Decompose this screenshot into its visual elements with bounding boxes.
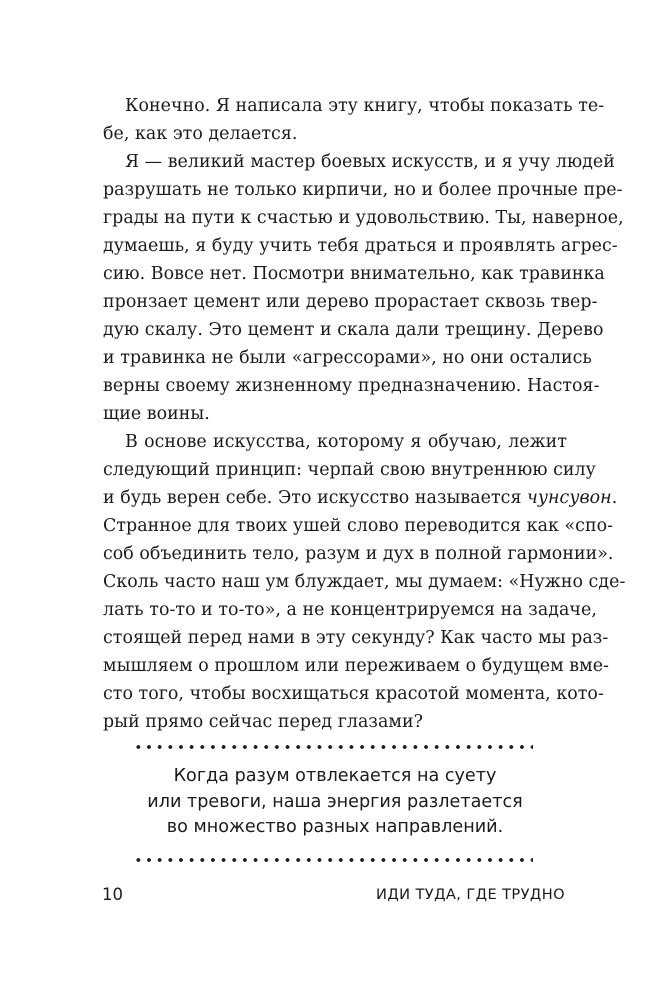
text-line: пронзает цемент или дерево прорастает сквозь твер-: [103, 292, 598, 312]
text-line: Странное для твоих ушей слово переводится как «спо-: [103, 516, 614, 536]
running-footer-title: ИДИ ТУДА, ГДЕ ТРУДНО: [376, 886, 565, 903]
text-line: сию. Вовсе нет. Посмотри внимательно, как травинка: [103, 264, 605, 284]
main-text: [103, 92, 626, 736]
pull-quote: [100, 764, 570, 841]
text-line: Сколь часто наш ум блуждает, мы думаем: «Нужно сде-: [103, 572, 626, 592]
text-line: рый прямо сейчас перед глазами?: [103, 712, 423, 732]
dotted-divider-top: [133, 744, 533, 750]
text-line: бе, как это делается.: [103, 124, 298, 144]
text-line: думаешь, я буду учить тебя драться и проявлять агрес-: [103, 236, 618, 256]
pull-quote-line: Когда разум отвлекается на суету: [173, 766, 497, 786]
text-line: В основе искусства, которому я обучаю, лежит: [125, 432, 567, 452]
pull-quote-line: во множество разных направлений.: [166, 817, 504, 837]
text-line: верны своему жизненному предназначению. Настоя-: [103, 376, 600, 396]
text-line: мышляем о прошлом или переживаем о будущем вме-: [103, 656, 609, 676]
text-line: лать то-то и то-то», а не концентрируемся на задаче,: [103, 600, 597, 620]
text-line: разрушать не только кирпичи, но и более прочные пре-: [103, 180, 623, 200]
text-line: Конечно. Я написала эту книгу, чтобы показать те-: [125, 96, 605, 116]
text-fragment: .: [611, 488, 618, 508]
text-line: дую скалу. Это цемент и скала дали трещину. Дерево: [103, 320, 604, 340]
dotted-divider-bottom: [133, 857, 533, 863]
text-line: щие воины.: [103, 404, 210, 424]
text-line: стоящей перед нами в эту секунду? Как часто мы раз-: [103, 628, 609, 648]
page-number: 10: [102, 885, 123, 904]
text-line: сто того, чтобы восхищаться красотой момента, кото-: [103, 684, 604, 704]
italic-term: чунсувон: [527, 488, 612, 508]
text-line: и травинка не были «агрессорами», но они остались: [103, 348, 592, 368]
text-line: соб объединить тело, разум и дух в полной гармонии».: [103, 544, 614, 564]
text-line-with-italic: [103, 484, 618, 512]
text-line: следующий принцип: черпай свою внутреннюю силу: [103, 460, 596, 480]
text-line: Я — великий мастер боевых искусств, и я учу людей: [125, 152, 615, 172]
text-fragment: и будь верен себе. Это искусство называется: [103, 488, 522, 508]
pull-quote-line: или тревоги, наша энергия разлетается: [147, 791, 523, 812]
text-line: грады на пути к счастью и удовольствию. Ты, наверное,: [103, 208, 624, 228]
